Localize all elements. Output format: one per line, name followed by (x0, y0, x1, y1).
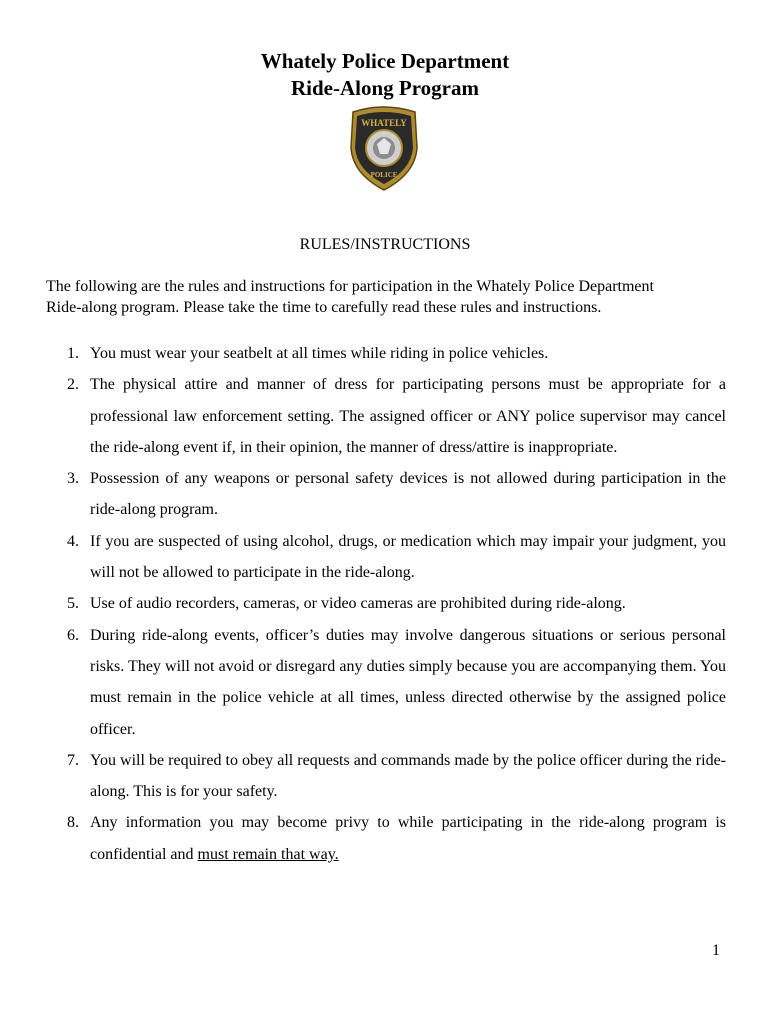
rule-item (46, 745, 726, 808)
rule-number: 8. (67, 814, 79, 832)
rule-number: 2. (67, 376, 79, 394)
rule-text: Any information you may become privy to while participating in the ride-along program is confidential and (90, 814, 726, 863)
badge-text-top: WHATELY (361, 118, 407, 128)
rule-text: You must wear your seatbelt at all times while riding in police vehicles. (90, 345, 549, 362)
page-title: Whately Police Department (260, 49, 510, 73)
rule-item (46, 526, 726, 589)
rule-number: 1. (67, 345, 79, 362)
rule-underlined-text: must remain that way. (197, 845, 339, 863)
rules-list (46, 338, 726, 870)
rule-item (46, 620, 726, 745)
rule-text: Possession of any weapons or personal safety devices is not allowed during participation in the ride-along program. (90, 470, 726, 519)
rule-text: Use of audio recorders, cameras, or video cameras are prohibited during ride-along. (90, 595, 626, 613)
rule-text: During ride-along events, officer’s duties may involve dangerous situations or serious personal risks. They will not avoid or disregard any duties simply because you are accompanying them. You must remain in the police vehicle at all times, unless directed otherwise by the assigned police officer. (90, 626, 726, 738)
rule-item (46, 463, 726, 526)
rule-number: 3. (67, 470, 79, 488)
rule-number: 6. (67, 626, 79, 644)
rule-item (46, 807, 726, 870)
police-badge-logo (347, 104, 421, 192)
page-subtitle: Ride-Along Program (290, 76, 479, 100)
rule-number: 7. (67, 751, 79, 769)
rule-item (46, 588, 726, 619)
intro-paragraph (46, 277, 726, 318)
section-heading: RULES/INSTRUCTIONS (299, 236, 471, 253)
rule-number: 4. (67, 532, 79, 550)
badge-text-bottom: POLICE (370, 171, 398, 179)
rule-text: The physical attire and manner of dress for participating persons must be appropriate for a professional law enforcement setting. The assigned officer or ANY police supervisor may cancel the ride-along event if, in their opinion, the manner of dress/attire is inappropriate. (90, 376, 726, 456)
page-number: 1 (712, 942, 720, 959)
intro-line: Ride-along program. Please take the time to carefully read these rules and instructions. (46, 298, 602, 316)
rule-text: You will be required to obey all requests and commands made by the police officer during the ride-along. This is for your safety. (90, 751, 726, 801)
rule-item (46, 369, 726, 463)
rule-text: If you are suspected of using alcohol, drugs, or medication which may impair your judgment, you will not be allowed to participate in the ride-along. (90, 532, 726, 582)
intro-line: The following are the rules and instructions for participation in the Whately Police Department (46, 278, 654, 295)
rule-item (46, 338, 726, 369)
rule-number: 5. (67, 595, 79, 613)
